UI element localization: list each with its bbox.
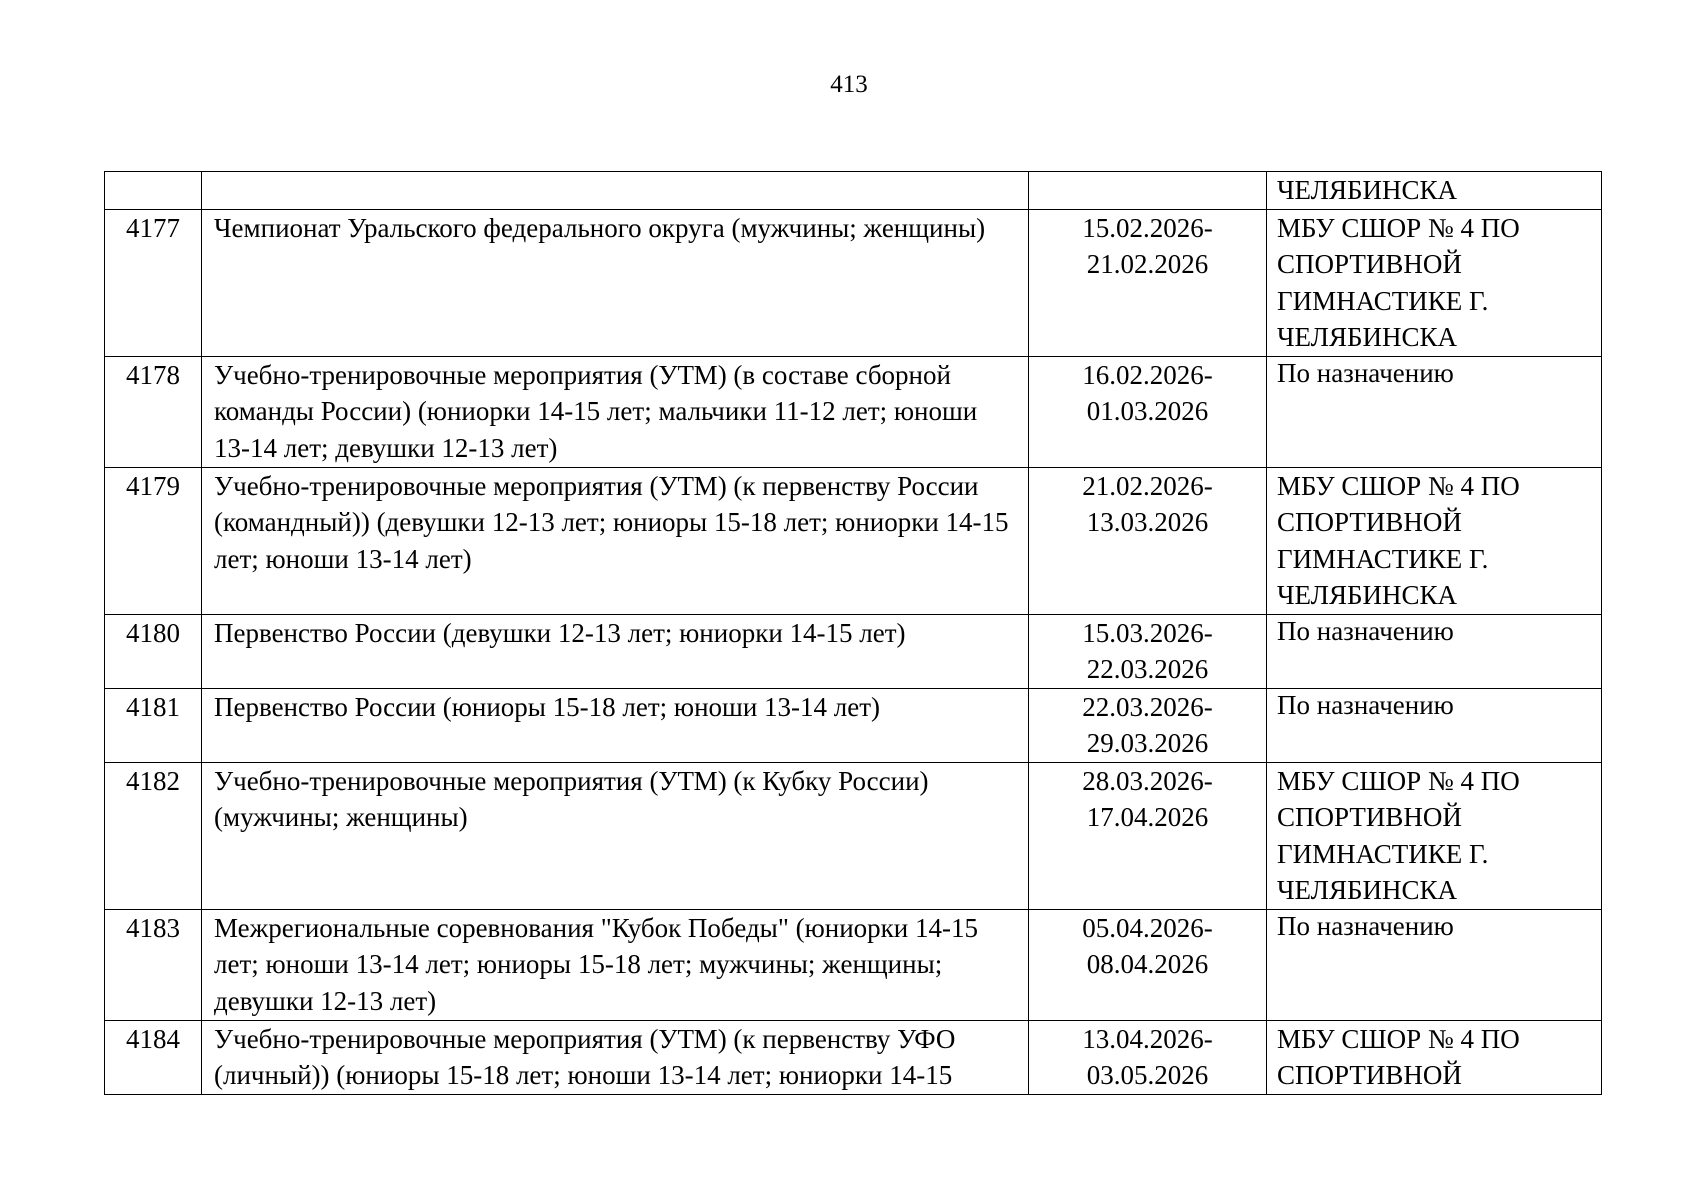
event-name: Учебно-тренировочные мероприятия (УТМ) (к первенству России (командный)) (девушки 12-13 лет; юниоры 15-18 лет; юниорки 14-15 лет; юноши 13-14 лет) [202,467,1029,614]
event-dates: 13.04.2026- 03.05.2026 [1029,1020,1267,1094]
event-organizer: ЧЕЛЯБИНСКА [1267,172,1602,210]
event-number: 4178 [105,356,202,467]
table-row [105,1020,1602,1094]
event-name: Первенство России (девушки 12-13 лет; юниорки 14-15 лет) [202,614,1029,688]
event-number: 4184 [105,1020,202,1094]
table-row [105,172,1602,210]
event-organizer: По назначению [1267,909,1602,1020]
event-dates: 16.02.2026- 01.03.2026 [1029,356,1267,467]
event-organizer: По назначению [1267,614,1602,688]
event-number: 4183 [105,909,202,1020]
event-dates: 05.04.2026- 08.04.2026 [1029,909,1267,1020]
event-number: 4180 [105,614,202,688]
table-row [105,356,1602,467]
event-organizer: МБУ СШОР № 4 ПО СПОРТИВНОЙ ГИМНАСТИКЕ Г. ЧЕЛЯБИНСКА [1267,762,1602,909]
event-name: Учебно-тренировочные мероприятия (УТМ) (в составе сборной команды России) (юниорки 14-15 лет; мальчики 11-12 лет; юноши 13-14 лет; девушки 12-13 лет) [202,356,1029,467]
table-row [105,762,1602,909]
event-number: 4179 [105,467,202,614]
event-name [202,172,1029,210]
event-organizer: МБУ СШОР № 4 ПО СПОРТИВНОЙ ГИМНАСТИКЕ Г. ЧЕЛЯБИНСКА [1267,467,1602,614]
table-row [105,614,1602,688]
event-dates [1029,172,1267,210]
event-number: 4177 [105,209,202,356]
table-row [105,209,1602,356]
event-dates: 15.02.2026- 21.02.2026 [1029,209,1267,356]
event-name: Первенство России (юниоры 15-18 лет; юноши 13-14 лет) [202,688,1029,762]
event-name: Учебно-тренировочные мероприятия (УТМ) (к первенству УФО (личный)) (юниоры 15-18 лет; юноши 13-14 лет; юниорки 14-15 [202,1020,1029,1094]
event-organizer: МБУ СШОР № 4 ПО СПОРТИВНОЙ ГИМНАСТИКЕ Г. ЧЕЛЯБИНСКА [1267,209,1602,356]
table-row [105,688,1602,762]
event-number: 4182 [105,762,202,909]
event-name: Чемпионат Уральского федерального округа (мужчины; женщины) [202,209,1029,356]
table-row [105,909,1602,1020]
event-name: Учебно-тренировочные мероприятия (УТМ) (к Кубку России) (мужчины; женщины) [202,762,1029,909]
event-number [105,172,202,210]
events-table [104,171,1602,1095]
event-number: 4181 [105,688,202,762]
table-row [105,467,1602,614]
event-organizer: МБУ СШОР № 4 ПО СПОРТИВНОЙ [1267,1020,1602,1094]
event-dates: 28.03.2026- 17.04.2026 [1029,762,1267,909]
event-dates: 15.03.2026- 22.03.2026 [1029,614,1267,688]
event-dates: 21.02.2026- 13.03.2026 [1029,467,1267,614]
page-number: 413 [830,71,868,98]
event-dates: 22.03.2026- 29.03.2026 [1029,688,1267,762]
event-organizer: По назначению [1267,688,1602,762]
event-organizer: По назначению [1267,356,1602,467]
event-name: Межрегиональные соревнования "Кубок Победы" (юниорки 14-15 лет; юноши 13-14 лет; юниоры 15-18 лет; мужчины; женщины; девушки 12-13 лет) [202,909,1029,1020]
